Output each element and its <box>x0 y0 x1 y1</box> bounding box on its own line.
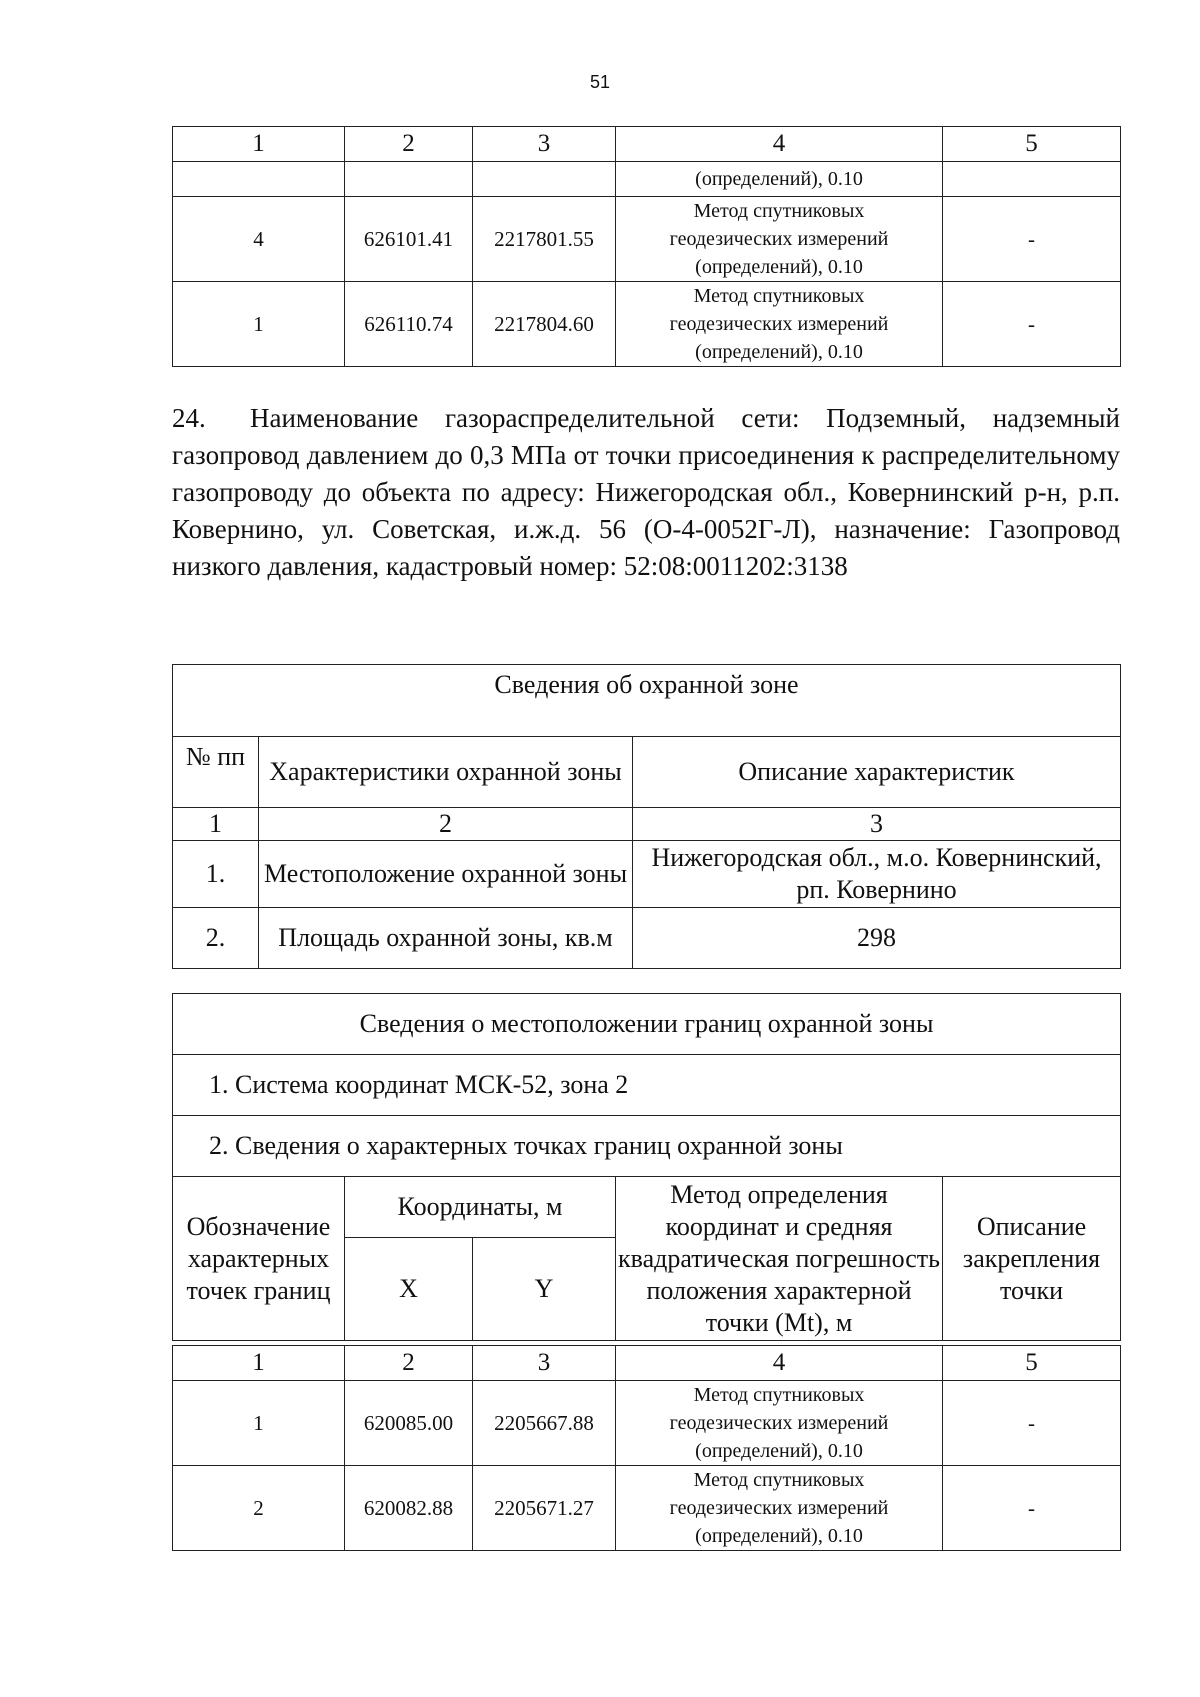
table-number-row <box>173 808 1121 841</box>
header-cell: 3 <box>473 1346 616 1381</box>
header-cell: № пп <box>173 737 259 808</box>
protection-zone-table <box>172 664 1121 969</box>
coordinate-system: 1. Система координат МСК-52, зона 2 <box>173 1055 1121 1116</box>
method-line: Метод спутниковых <box>693 1469 865 1491</box>
cell-method <box>616 282 943 367</box>
cell-y: 2217804.60 <box>473 282 616 367</box>
section-paragraph <box>172 400 1120 585</box>
method-line: Метод спутниковых <box>693 200 865 222</box>
method-line: геодезических измерений <box>669 313 889 335</box>
method-line: (определений), 0.10 <box>695 1440 863 1462</box>
header-y: Y <box>473 1238 616 1341</box>
header-point: Обозначение характерных точек границ <box>173 1177 345 1341</box>
coordinates-table-continuation <box>172 126 1121 367</box>
table-row <box>173 162 1121 197</box>
cell-method <box>616 1466 943 1551</box>
header-coordinates: Координаты, м <box>345 1177 616 1238</box>
points-heading: 2. Сведения о характерных точках границ охранной зоны <box>173 1116 1121 1177</box>
table-row <box>173 1466 1121 1551</box>
header-method: Метод определения координат и средняя квадратическая погрешность положения характерной точки (Mt), м <box>616 1177 943 1341</box>
boundary-points-table <box>172 1345 1121 1551</box>
cell-point: 1 <box>173 1381 345 1466</box>
cell-desc: - <box>943 1466 1121 1551</box>
method-line: (определений), 0.10 <box>695 256 863 278</box>
row-number: 2. <box>173 908 259 969</box>
cell-y: 2205671.27 <box>473 1466 616 1551</box>
zone-boundaries-table <box>172 993 1121 1341</box>
cell-method <box>616 1381 943 1466</box>
header-cell: 3 <box>473 127 616 162</box>
header-cell: 5 <box>943 127 1121 162</box>
row-description: 298 <box>633 908 1121 969</box>
cell-method: (определений), 0.10 <box>616 162 943 197</box>
table-title: Сведения о местоположении границ охранной зоны <box>173 994 1121 1055</box>
table-row <box>173 282 1121 367</box>
cell-y <box>473 162 616 197</box>
table-header-row <box>173 127 1121 162</box>
section-number: 24. <box>172 403 206 433</box>
row-description: Нижегородская обл., м.о. Ковернинский, рп. Ковернино <box>633 841 1121 908</box>
cell-y: 2205667.88 <box>473 1381 616 1466</box>
method-line: геодезических измерений <box>669 1412 889 1434</box>
table-header-row <box>173 737 1121 808</box>
cell-y: 2217801.55 <box>473 197 616 282</box>
cell-x: 626110.74 <box>345 282 473 367</box>
table-header-row <box>173 1346 1121 1381</box>
method-line: (определений), 0.10 <box>695 341 863 363</box>
table-row <box>173 841 1121 908</box>
cell-x: 620082.88 <box>345 1466 473 1551</box>
cell-desc <box>943 162 1121 197</box>
method-line: геодезических измерений <box>669 228 889 250</box>
cell-x: 620085.00 <box>345 1381 473 1466</box>
header-cell: 2 <box>345 127 473 162</box>
cell-point: 2 <box>173 1466 345 1551</box>
cell-desc: - <box>943 197 1121 282</box>
row-characteristic: Местоположение охранной зоны <box>259 841 633 908</box>
cell-desc: - <box>943 282 1121 367</box>
method-line: Метод спутниковых <box>693 285 865 307</box>
table-header-row <box>173 1177 1121 1238</box>
table-row <box>173 1381 1121 1466</box>
table-row <box>173 908 1121 969</box>
table-row <box>173 197 1121 282</box>
cell-point: 4 <box>173 197 345 282</box>
header-cell: 4 <box>616 1346 943 1381</box>
header-cell: 1 <box>173 127 345 162</box>
header-cell: 1 <box>173 1346 345 1381</box>
header-x: X <box>345 1238 473 1341</box>
header-cell: 4 <box>616 127 943 162</box>
section-text: Наименование газораспределительной сети: Подземный, надземный газопровод давлением до 0,3 МПа от точки присоединения к распределительному газопроводу до объекта по адресу: Нижегородская обл., Ковернинский р-н, р.п. Ковернино, ул. Советская, и.ж.д. 56 (О-4-0052Г-Л), назначение: Газопровод низкого давления, кадастровый номер: 52:08:0011202:3138 <box>172 403 1120 581</box>
cell-x <box>345 162 473 197</box>
cell-point <box>173 162 345 197</box>
table-title: Сведения об охранной зоне <box>173 665 1121 737</box>
header-cell: 2 <box>345 1346 473 1381</box>
row-number: 1. <box>173 841 259 908</box>
number-cell: 1 <box>173 808 259 841</box>
number-cell: 2 <box>259 808 633 841</box>
cell-desc: - <box>943 1381 1121 1466</box>
cell-x: 626101.41 <box>345 197 473 282</box>
header-cell: Описание характеристик <box>633 737 1121 808</box>
number-cell: 3 <box>633 808 1121 841</box>
row-characteristic: Площадь охранной зоны, кв.м <box>259 908 633 969</box>
method-line: Метод спутниковых <box>693 1384 865 1406</box>
page-number: 51 <box>589 72 611 92</box>
header-cell: 5 <box>943 1346 1121 1381</box>
cell-point: 1 <box>173 282 345 367</box>
header-cell: Характеристики охранной зоны <box>259 737 633 808</box>
header-description: Описание закрепления точки <box>943 1177 1121 1341</box>
cell-method <box>616 197 943 282</box>
method-line: (определений), 0.10 <box>695 1525 863 1547</box>
method-line: геодезических измерений <box>669 1497 889 1519</box>
